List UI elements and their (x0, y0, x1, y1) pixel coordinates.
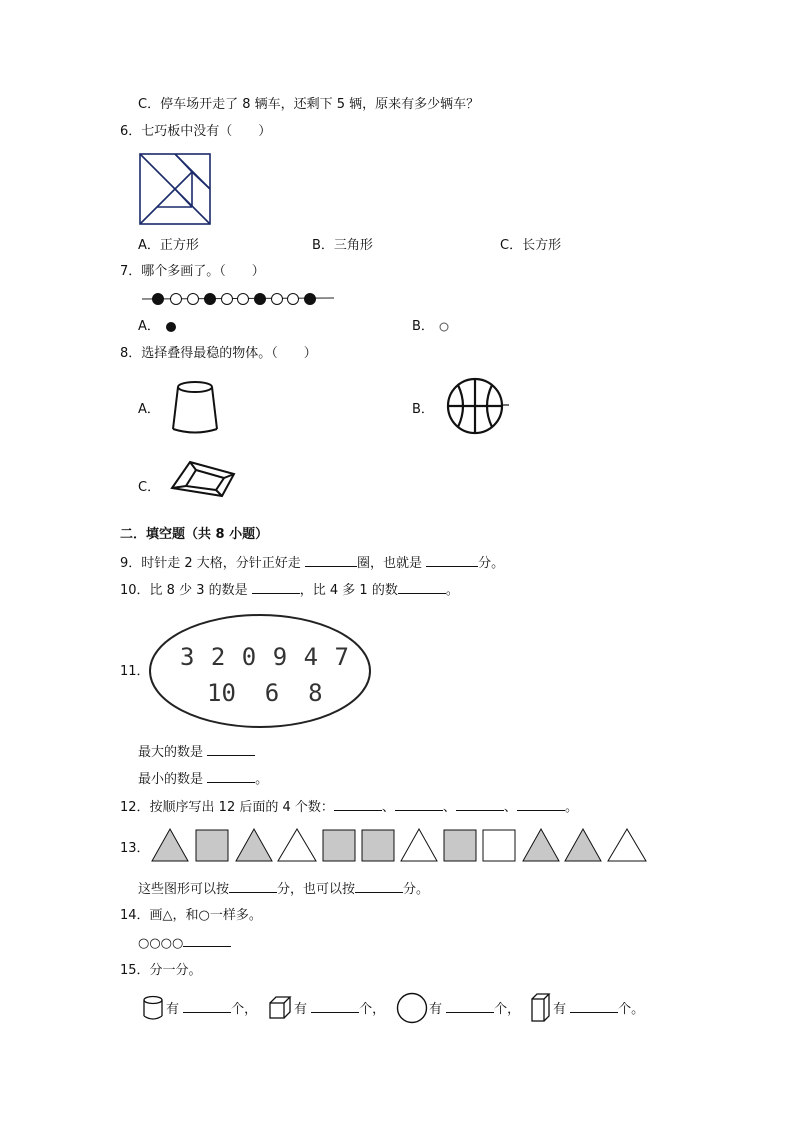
grey-triangle (565, 829, 601, 861)
q9-blank-1[interactable] (305, 555, 357, 567)
section-heading-fill-in: 二．填空题（共 8 小题） (120, 527, 269, 542)
q15-you-label: 有 (553, 1002, 571, 1017)
hollow-bead-icon (439, 322, 449, 332)
q9-blank-2[interactable] (426, 555, 478, 567)
q11-max-label: 最大的数是 (138, 745, 208, 760)
q15-ge-end-label: 个。 (618, 1002, 645, 1017)
q15-blank-cylinder[interactable] (183, 1001, 231, 1013)
q7-stem: 7．哪个多画了。（ ） (120, 264, 265, 279)
white-triangle (278, 829, 316, 861)
q12-blank-1[interactable] (334, 799, 382, 811)
basketball-icon (444, 372, 516, 440)
white-triangle (608, 829, 646, 861)
q11-min-line (138, 771, 268, 788)
q6-option-c: C．长方形 (500, 238, 562, 253)
q13-blank-1[interactable] (229, 881, 277, 893)
q12-blank-2[interactable] (395, 799, 443, 811)
q15-you-label: 有 (294, 1002, 312, 1017)
white-triangle (401, 829, 437, 861)
q15-item-1 (166, 1001, 257, 1018)
q8-stem: 8．选择叠得最稳的物体。（ ） (120, 346, 317, 361)
q14-stem: 14．画△，和○一样多。 (120, 908, 262, 923)
q10-line (120, 582, 459, 599)
q7-option-b: B． (412, 319, 434, 334)
q7-option-a: A． (138, 319, 160, 334)
q11-min-end: 。 (255, 772, 269, 787)
q12-line (120, 799, 578, 816)
q15-ge-label: 个， (231, 1002, 258, 1017)
q14-line (138, 935, 231, 952)
frustum-icon (166, 378, 226, 438)
q8-option-b: B． (412, 402, 434, 417)
shape-sequence (150, 826, 650, 864)
q13-blank-2[interactable] (355, 881, 403, 893)
q15-stem: 15．分一分。 (120, 963, 202, 978)
cylinder-icon (142, 995, 164, 1021)
q12-separator: 、 (442, 800, 456, 815)
q9-text-2: 圈，也就是 (356, 556, 427, 571)
cuboid-icon (530, 992, 552, 1024)
q14-blank[interactable] (183, 935, 231, 947)
oval-digits-row-1: 3 2 0 9 4 7 (180, 643, 350, 671)
q13-text-3: 分。 (403, 882, 430, 897)
q10-blank-2[interactable] (398, 582, 446, 594)
q13-text-1: 这些图形可以按 (138, 882, 230, 897)
q9-line (120, 555, 504, 572)
q11-max-line (138, 744, 255, 761)
q6-stem: 6．七巧板中没有（ ） (120, 124, 272, 139)
q15-blank-cuboid[interactable] (570, 1001, 618, 1013)
q12-text: 12．按顺序写出 12 后面的 4 个数： (120, 800, 334, 815)
q15-item-3 (429, 1001, 520, 1018)
q10-blank-1[interactable] (252, 582, 300, 594)
sphere-icon (396, 992, 428, 1024)
q12-blank-4[interactable] (517, 799, 565, 811)
q12-end: 。 (564, 800, 578, 815)
grey-triangle (236, 829, 272, 861)
grey-triangle (152, 829, 188, 861)
filled-bead-icon (165, 321, 177, 333)
q15-blank-cube[interactable] (311, 1001, 359, 1013)
bead-string (140, 290, 336, 308)
q13-text-2: 分，也可以按 (277, 882, 356, 897)
grey-square (444, 830, 476, 861)
q11-min-label: 最小的数是 (138, 772, 208, 787)
cube-icon (268, 995, 292, 1021)
q14-circles: ○○○○ (138, 936, 184, 951)
number-oval (148, 610, 374, 732)
q12-separator: 、 (381, 800, 395, 815)
grey-triangle (523, 829, 559, 861)
q9-text-1: 9．时针走 2 大格，分针正好走 (120, 556, 305, 571)
q8-option-a: A． (138, 402, 160, 417)
grey-square (323, 830, 355, 861)
q15-you-label: 有 (429, 1002, 447, 1017)
q8-option-c: C． (138, 480, 161, 495)
tangram-figure (140, 154, 210, 224)
q11-min-blank[interactable] (207, 771, 255, 783)
grey-square (196, 830, 228, 861)
q15-you-label: 有 (166, 1002, 184, 1017)
white-square (483, 830, 515, 861)
q15-item-2 (294, 1001, 385, 1018)
q15-blank-sphere[interactable] (446, 1001, 494, 1013)
q11-number: 11． (120, 664, 150, 679)
q10-text-1: 10．比 8 少 3 的数是 (120, 583, 252, 598)
oval-digits-row-2: 10 6 8 (207, 679, 323, 707)
q15-item-4 (553, 1001, 644, 1018)
q6-option-b: B．三角形 (312, 238, 373, 253)
q6-option-a: A．正方形 (138, 238, 199, 253)
q15-ge-label: 个， (494, 1002, 521, 1017)
q12-blank-3[interactable] (456, 799, 504, 811)
q10-text-2: ，比 4 多 1 的数 (299, 583, 398, 598)
q9-text-3: 分。 (478, 556, 505, 571)
q15-ge-label: 个， (359, 1002, 386, 1017)
q13-line (138, 881, 429, 898)
q11-max-blank[interactable] (207, 744, 255, 756)
q13-number: 13． (120, 841, 150, 856)
trapezoid-prism-icon (166, 456, 242, 512)
grey-square (362, 830, 394, 861)
q10-text-3: 。 (445, 583, 459, 598)
q12-separator: 、 (503, 800, 517, 815)
q5-option-c: C．停车场开走了 8 辆车，还剩下 5 辆，原来有多少辆车？ (138, 97, 480, 112)
